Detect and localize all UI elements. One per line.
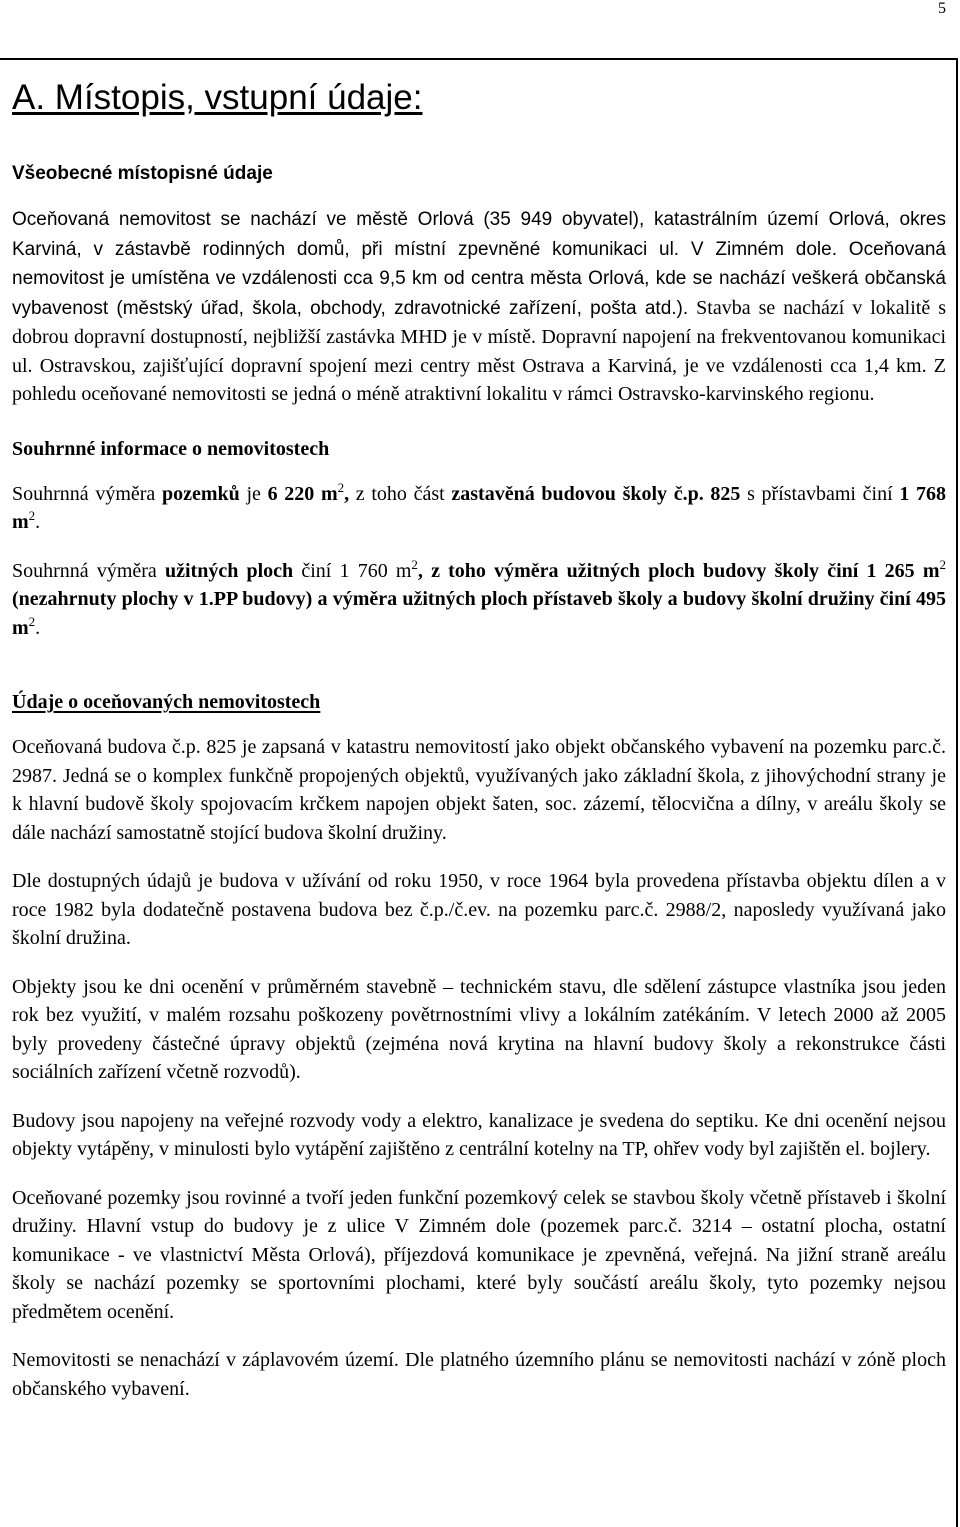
summary-bold: zastavěná budovou školy č.p. 825: [451, 482, 741, 505]
summary-text: Souhrnná výměra: [12, 482, 162, 505]
summary-text: Souhrnná výměra: [12, 559, 165, 582]
summary-land-paragraph: [12, 480, 946, 537]
section-heading-property: Údaje o oceňovaných nemovitostech: [12, 691, 321, 713]
summary-bold: , z toho výměra užitných ploch budovy školy činí 1 265 m: [417, 559, 940, 582]
property-paragraph: Oceňovaná budova č.p. 825 je zapsaná v katastru nemovitostí jako objekt občanského vybavení na pozemku parc.č. 2987. Jedná se o komplex funkčně propojených objektů, využívaných jako základní škola, z jihovýchodní strany je k hlavní budově školy spojovacím krčkem napojen objekt šaten, soc. zázemí, tělocvična a dílny, v areálu školy se dále nachází samostatně stojící budova školní družiny.: [12, 736, 946, 844]
summary-text: .: [35, 511, 41, 533]
summary-text: .: [35, 616, 41, 639]
summary-bold: (nezahrnuty plochy v 1.PP budovy) a výměra užitných ploch přístaveb školy a budovy školní družiny činí 495 m: [12, 588, 946, 639]
property-paragraph: Budovy jsou napojeny na veřejné rozvody vody a elektro, kanalizace je svedena do septiku. Ke dni ocenění nejsou objekty vytápěny, v minulosti bylo vytápění zajištěno z centrální kotelny na TP, ohřev vody byl zajištěn el. bojlery.: [12, 1109, 946, 1160]
summary-bold: užitných ploch: [164, 559, 294, 582]
property-paragraph: Nemovitosti se nenachází v záplavovém území. Dle platného územního plánu se nemovitosti nachází v zóně ploch občanského vybavení.: [12, 1349, 946, 1400]
general-location-paragraph: [12, 205, 946, 409]
superscript: 2: [28, 613, 36, 629]
document-content: [12, 76, 946, 1403]
property-paragraph: Oceňované pozemky jsou rovinné a tvoří jeden funkční pozemkový celek se stavbou školy včetně přístaveb i školní družiny. Hlavní vstup do budovy je z ulice V Zimném dole (pozemek parc.č. 3214 – ostatní plocha, ostatní komunikace - ve vlastnictví Města Orlová), příjezdová komunikace je zpevněná, veřejná. Na jižní straně areálu školy se nachází pozemky se sportovními plochami, které byly součástí areálu školy, tyto pozemky nejsou předmětem ocenění.: [12, 1186, 946, 1323]
summary-bold: 1 768 m: [12, 482, 946, 533]
section-heading-summary: Souhrnné informace o nemovitostech: [12, 437, 330, 460]
general-location-text-a: Oceňovaná nemovitost se nachází ve městě Orlová (35 949 obyvatel), katastrálním území Orlová, okres Karviná, v zástavbě rodinných domů, při místní zpevněné komunikaci ul. V Zimném dole. Oceňovaná nemovitost je umístěna ve vzdálenosti cca 9,5 km od centra města Orlová, kde se nachází veškerá občanská vybavenost (městský úřad, škola, obchody, zdravotnické zařízení, pošta atd.).: [12, 209, 946, 319]
section-heading-general: Všeobecné místopisné údaje: [12, 163, 273, 184]
superscript: 2: [28, 508, 36, 523]
section-summary: [12, 437, 946, 643]
summary-bold: ,: [344, 482, 350, 505]
summary-text: činí 1 760 m: [293, 559, 412, 582]
section-property-details: [12, 690, 946, 1403]
summary-text: je: [239, 482, 268, 505]
superscript: 2: [411, 556, 418, 572]
property-paragraph: Dle dostupných údajů je budova v užívání od roku 1950, v roce 1964 byla provedena přístavba objektu dílen a v roce 1982 byla dodatečně postavena budova bez č.p./č.ev. na pozemku parc.č. 2988/2, naposledy využívaná jako školní družina.: [12, 870, 946, 949]
page-title: A. Místopis, vstupní údaje:: [12, 78, 423, 117]
superscript: 2: [939, 556, 947, 572]
summary-area-paragraph: [12, 557, 946, 643]
superscript: 2: [337, 479, 345, 495]
general-location-text-b: Stavba se nachází v lokalitě s dobrou dopravní dostupností, nejbližší zastávka MHD je v místě. Dopravní napojení na frekventovanou komunikaci ul. Ostravskou, zajišťující dopravní spojení mezi centry měst Ostrava a Karviná, je ve vzdálenosti cca 1,4 km. Z pohledu oceňované nemovitosti se jedná o méně atraktivní lokalitu v rámci Ostravsko-karvinského regionu.: [12, 296, 946, 405]
property-paragraph: Objekty jsou ke dni ocenění v průměrném stavebně – technickém stavu, dle sdělení zástupce vlastníka jsou jeden rok bez využití, v malém rozsahu poškozeny povětrnostními vlivy a lokálním zatékáním. V letech 2000 až 2005 byly provedeny částečné úpravy objektů (zejména nová krytina na hlavní budovy školy a rekonstrukce části sociálních zařízení včetně rozvodů).: [12, 975, 946, 1083]
summary-bold: pozemků: [162, 482, 240, 505]
page-number: 5: [938, 0, 946, 17]
summary-text: z toho část: [349, 482, 452, 505]
section-general-location: [12, 162, 946, 409]
summary-bold: 6 220 m: [267, 482, 338, 505]
summary-text: s přístavbami činí: [740, 482, 900, 505]
